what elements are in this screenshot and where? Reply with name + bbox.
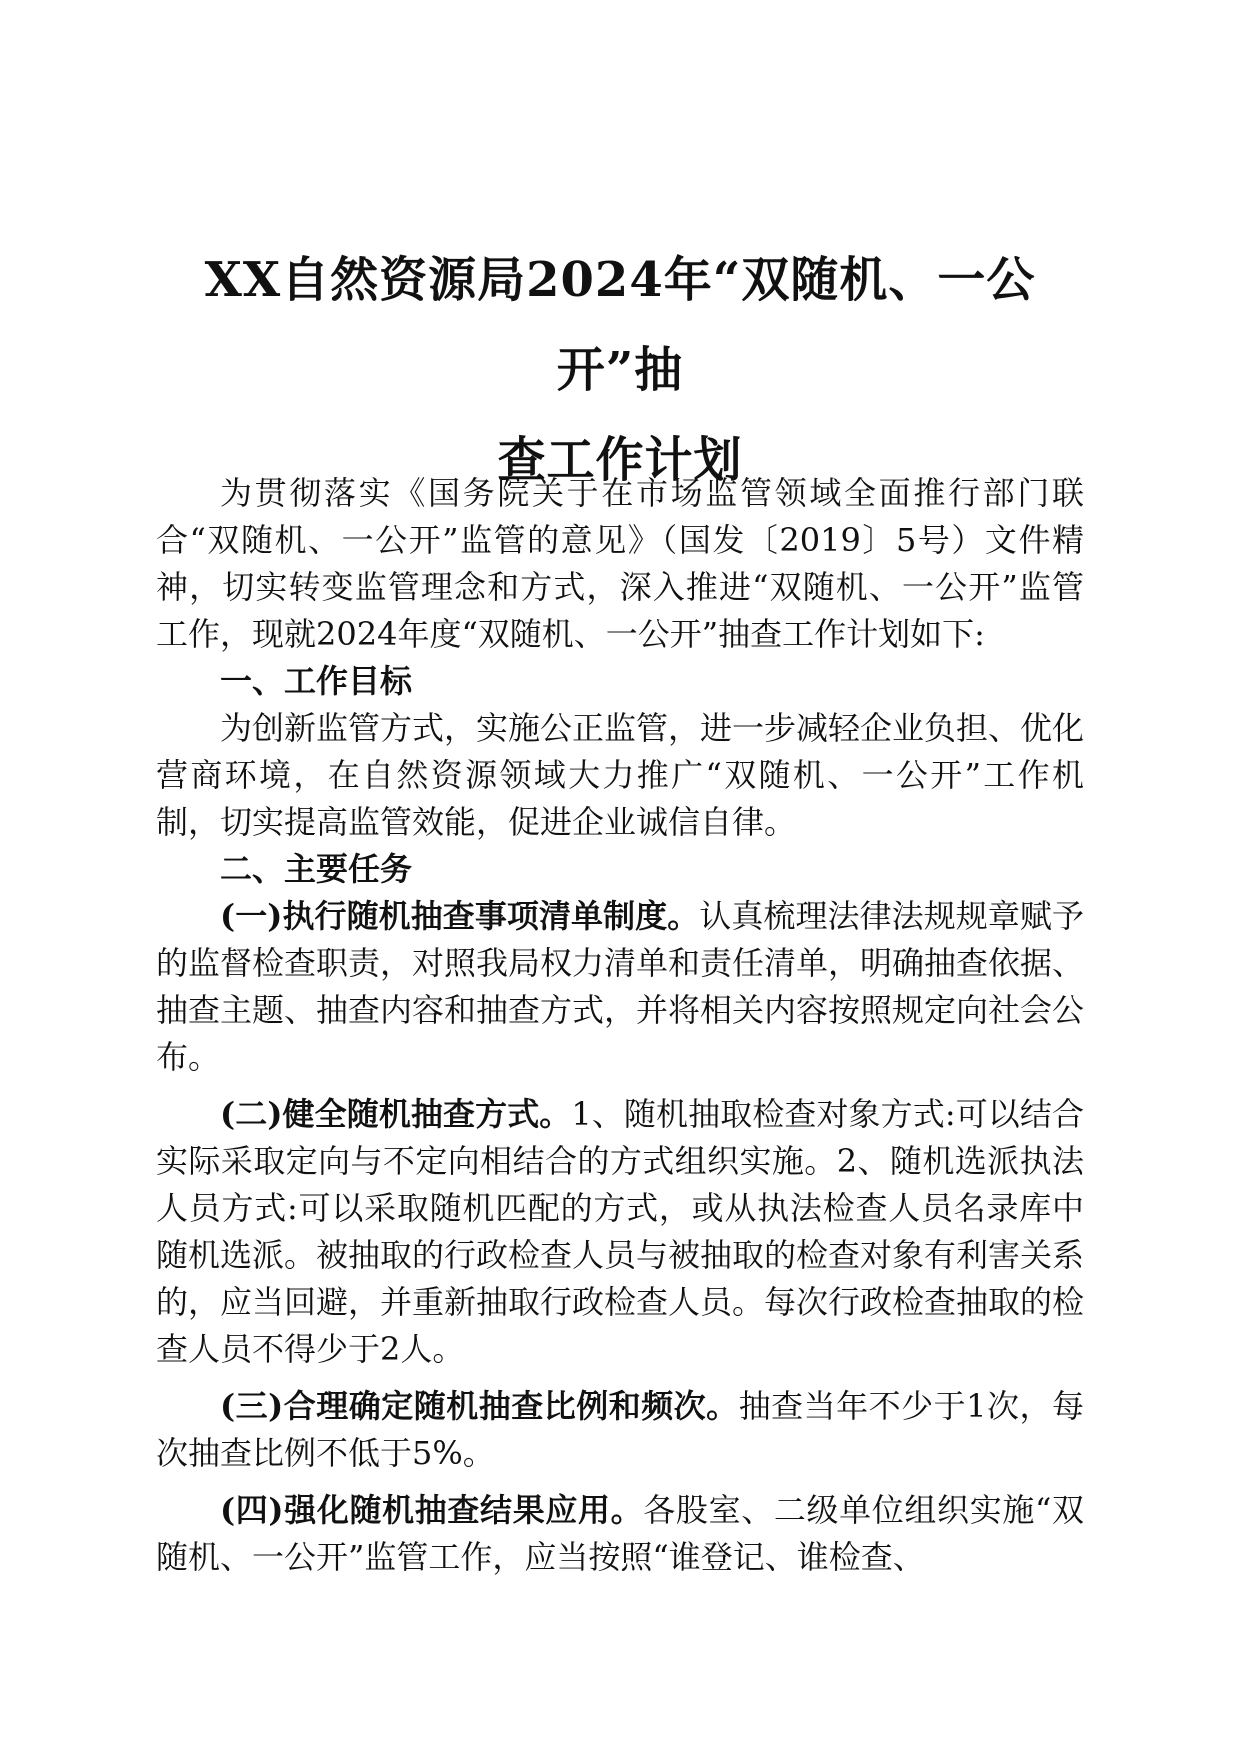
task-item-1 [156,893,1084,1081]
section-heading-goals: 一、工作目标 [220,662,413,700]
task-item-1-lead: (一)执行随机抽查事项清单制度。 [220,897,700,935]
task-item-4-lead: (四)强化随机抽查结果应用。 [220,1491,644,1529]
task-item-4 [156,1487,1084,1581]
task-item-2 [156,1091,1084,1373]
section-heading-tasks: 二、主要任务 [220,850,413,888]
title-line-1: XX自然资源局2024年“双随机、一公开”抽 [204,252,1036,398]
task-item-4-text: 各股室、二级单位组织实施“双随机、一公开”监管工作，应当按照“谁登记、谁检查、 [156,1491,1084,1576]
task-item-2-lead: (二)健全随机抽查方式。 [220,1095,572,1133]
task-item-3-text: 抽查当年不少于1次，每次抽查比例不低于5%。 [156,1387,1084,1472]
document-body [156,470,1084,1581]
document-title [150,235,1090,505]
intro-paragraph: 为贯彻落实《国务院关于在市场监管领域全面推行部门联合“双随机、一公开”监管的意见》（国发〔2019〕5号）文件精神，切实转变监管理念和方式，深入推进“双随机、一公开”监管工作，现就2024年度“双随机、一公开”抽查工作计划如下: [156,474,1084,653]
task-item-1-text: 认真梳理法律法规规章赋予的监督检查职责，对照我局权力清单和责任清单，明确抽查依据、抽查主题、抽查内容和抽查方式，并将相关内容按照规定向社会公布。 [156,897,1085,1076]
task-item-3 [156,1383,1084,1477]
task-item-3-lead: (三)合理确定随机抽查比例和频次。 [220,1387,739,1425]
title-line-2: 查工作计划 [497,432,743,488]
task-item-2-text: 1、随机抽取检查对象方式:可以结合实际采取定向与不定向相结合的方式组织实施。2、随机选派执法人员方式:可以采取随机匹配的方式，或从执法检查人员名录库中随机选派。被抽取的行政检查人员与被抽取的检查对象有利害关系的，应当回避，并重新抽取行政检查人员。每次行政检查抽取的检查人员不得少于2人。 [156,1095,1085,1368]
goals-paragraph: 为创新监管方式，实施公正监管，进一步减轻企业负担、优化营商环境，在自然资源领域大力推广“双随机、一公开”工作机制，切实提高监管效能，促进企业诚信自律。 [156,709,1085,841]
